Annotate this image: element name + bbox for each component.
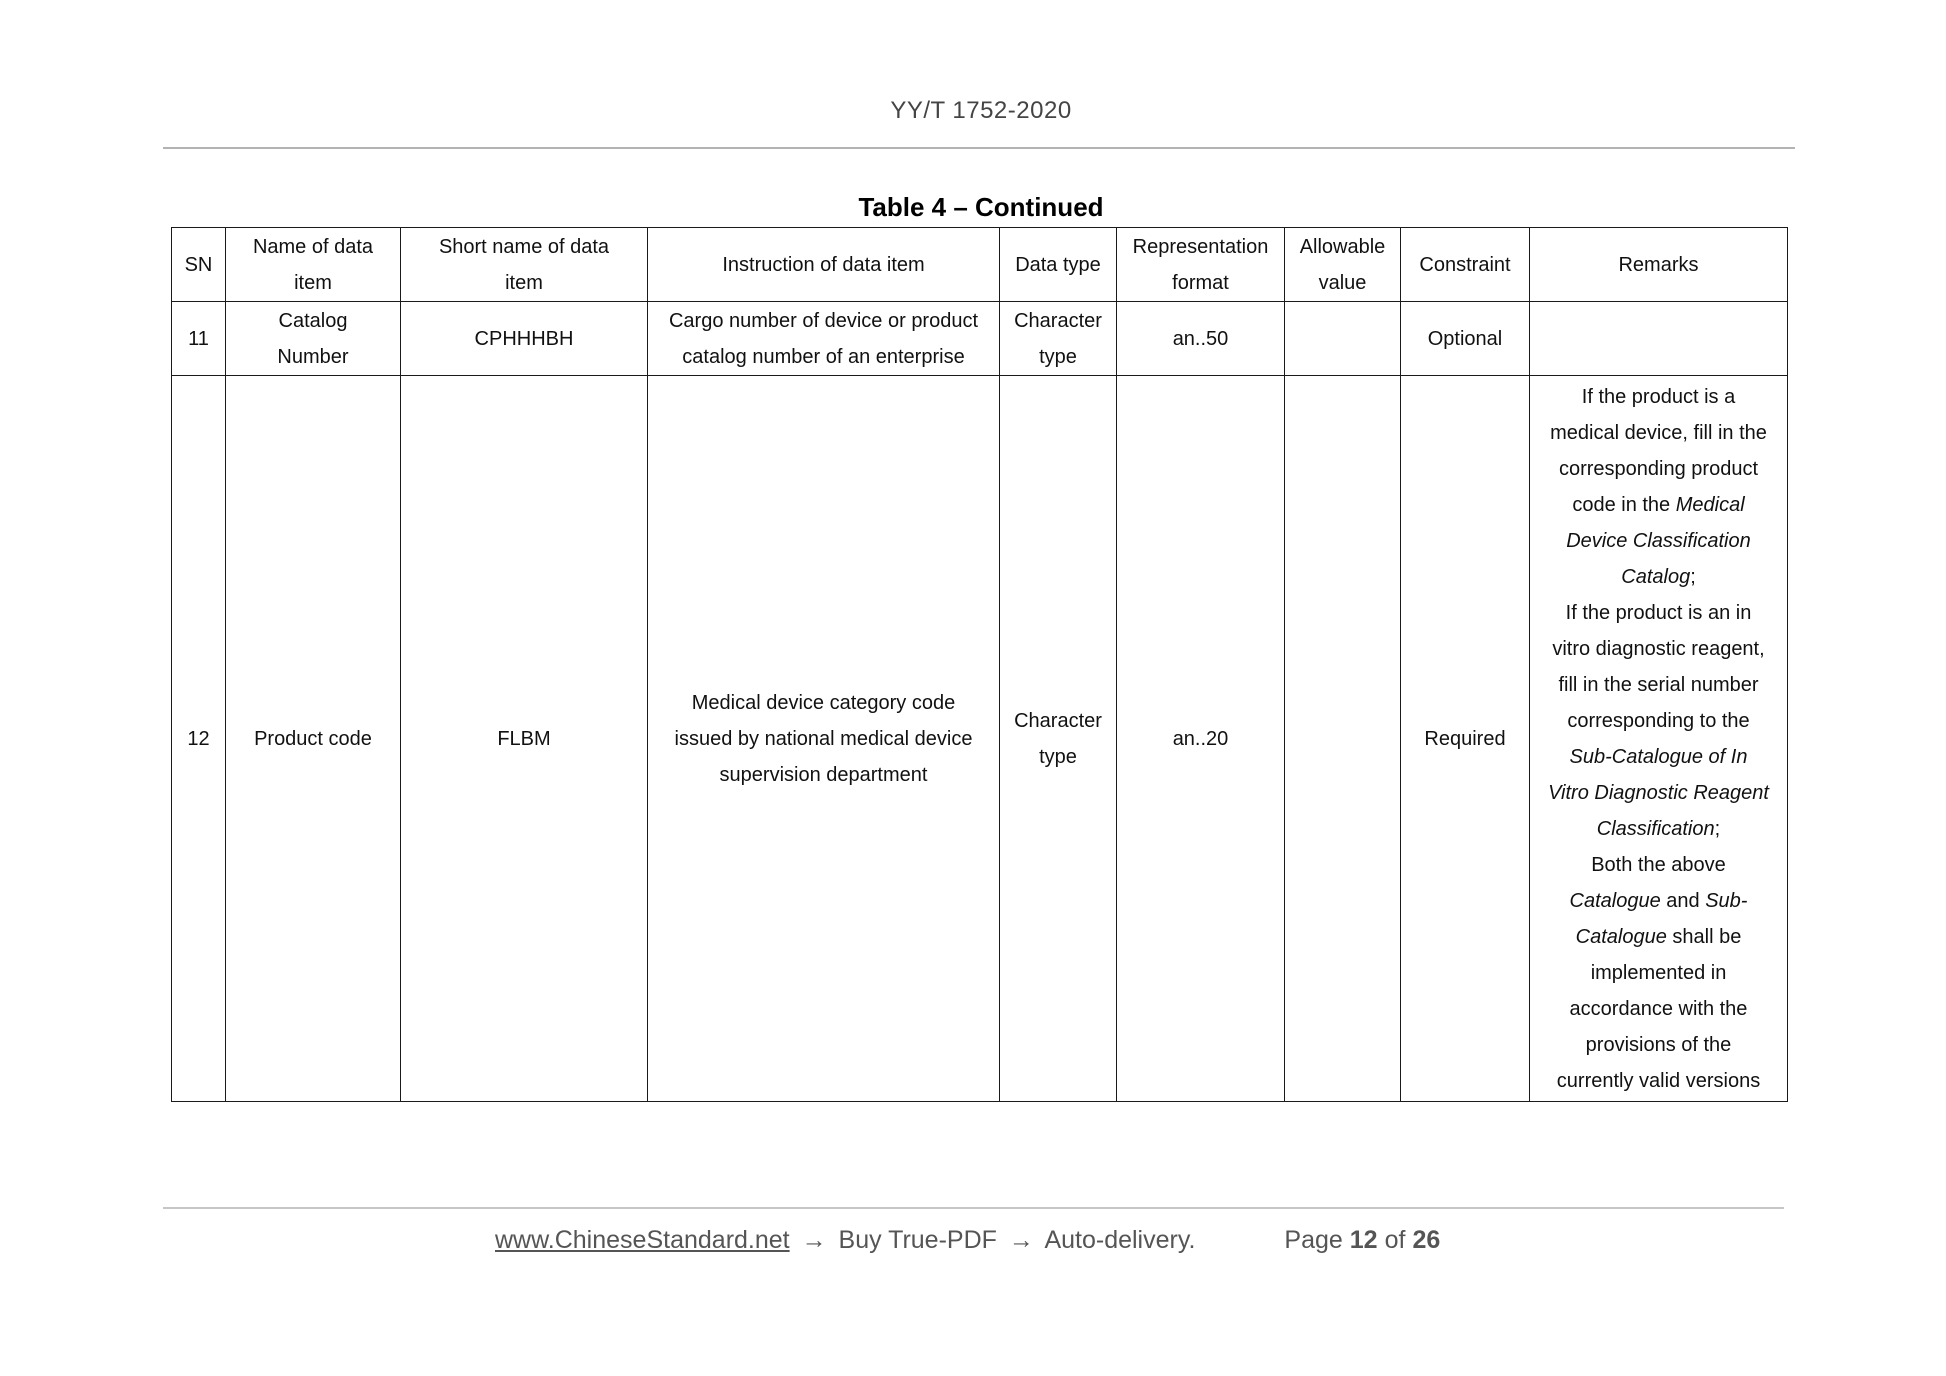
data-item-table	[171, 227, 1788, 1102]
cell-allowable	[1285, 302, 1401, 376]
cell-format: an..20	[1117, 376, 1285, 1102]
cell-name: Product code	[226, 376, 401, 1102]
header-instruction: Instruction of data item	[648, 228, 1000, 302]
cell-sn: 11	[172, 302, 226, 376]
cell-instruction: Medical device category code issued by national medical device supervision department	[648, 376, 1000, 1102]
cell-format: an..50	[1117, 302, 1285, 376]
header-constraint: Constraint	[1401, 228, 1530, 302]
arrow-right-icon: →	[1008, 1226, 1034, 1254]
cell-name: Catalog Number	[226, 302, 401, 376]
cell-allowable	[1285, 376, 1401, 1102]
cell-constraint: Required	[1401, 376, 1530, 1102]
header-data-type: Data type	[1000, 228, 1117, 302]
header-remarks: Remarks	[1530, 228, 1788, 302]
table-header-row	[172, 228, 1788, 302]
chinese-standard-link[interactable]: www.ChineseStandard.net	[495, 1226, 790, 1254]
cell-short-name: CPHHHBH	[401, 302, 648, 376]
page-footer	[495, 1226, 1447, 1255]
document-code-header: YY/T 1752-2020	[890, 97, 1072, 124]
footer-divider	[163, 1207, 1784, 1209]
cell-data-type: Character type	[1000, 376, 1117, 1102]
header-allowable-value: Allowable value	[1285, 228, 1401, 302]
cell-instruction: Cargo number of device or product catalog number of an enterprise	[648, 302, 1000, 376]
header-representation-format: Representation format	[1117, 228, 1285, 302]
cell-sn: 12	[172, 376, 226, 1102]
table-title: Table 4 – Continued	[858, 192, 1104, 222]
table-row	[172, 376, 1788, 1102]
header-name: Name of data item	[226, 228, 401, 302]
page-indicator: Page 12 of 26	[1284, 1226, 1441, 1254]
table-row	[172, 302, 1788, 376]
cell-remarks	[1530, 302, 1788, 376]
cell-constraint: Optional	[1401, 302, 1530, 376]
current-page-number: 12	[1349, 1226, 1378, 1254]
header-sn: SN	[172, 228, 226, 302]
arrow-right-icon: →	[801, 1226, 827, 1254]
cell-data-type: Character type	[1000, 302, 1117, 376]
cell-remarks: If the product is a medical device, fill in the corresponding product code in the Medical Device Classification Catalog; If the product is an in vitro diagnostic reagent, fill in the serial number corresponding to the Sub-Catalogue of In Vitro Diagnostic Reagent Classification; Both the above Catalogue and Sub- Catalogue shall be implemented in accordance with the provisions of the currently valid versions	[1530, 376, 1788, 1102]
auto-delivery-text: Auto-delivery.	[1044, 1226, 1196, 1254]
cell-short-name: FLBM	[401, 376, 648, 1102]
header-divider	[163, 147, 1795, 149]
buy-true-pdf-text: Buy True-PDF	[838, 1226, 997, 1254]
total-page-count: 26	[1412, 1226, 1441, 1254]
header-short-name: Short name of data item	[401, 228, 648, 302]
